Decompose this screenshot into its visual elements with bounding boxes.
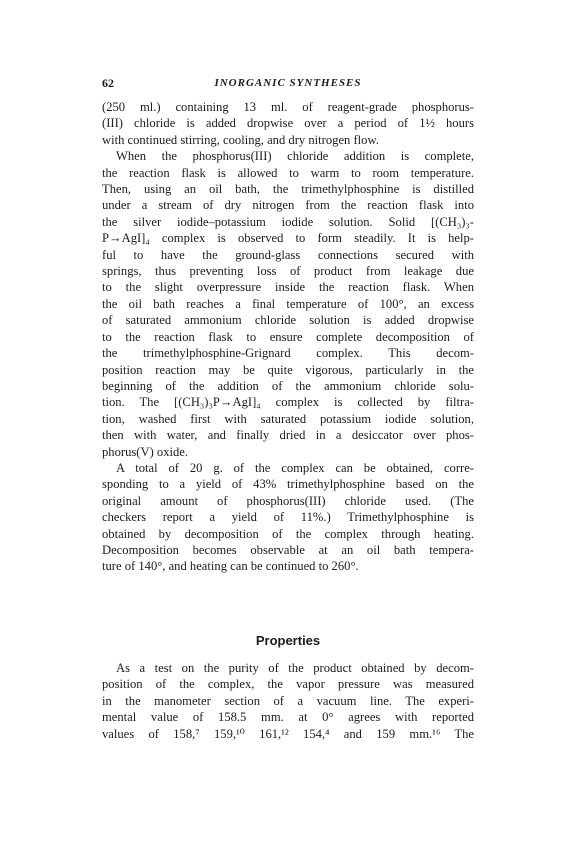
text-line: checkers report a yield of 11%.) Trimethylphosphine is bbox=[102, 510, 474, 525]
text-line: P→AgI]₄ complex is observed to form steadily. It is help- bbox=[102, 231, 474, 246]
text-line: Decomposition becomes observable at an oil bath tempera- bbox=[102, 542, 474, 557]
page-header bbox=[102, 75, 474, 91]
text-line: the reaction flask is allowed to warm to room temperature. bbox=[102, 165, 474, 180]
text-line: to the slight overpressure inside the reaction flask. When bbox=[102, 280, 474, 295]
text-line: sponding to a yield of 43% trimethylphosphine based on the bbox=[102, 477, 474, 492]
text-line: under a stream of dry nitrogen from the reaction flask into bbox=[102, 198, 474, 213]
text-line: the silver iodide–potassium iodide solution. Solid [(CH₃)₃- bbox=[102, 214, 474, 229]
text-line: position of the complex, the vapor pressure was measured bbox=[102, 677, 474, 692]
text-line: When the phosphorus(III) chloride addition is complete, bbox=[116, 149, 474, 164]
text-line: Then, using an oil bath, the trimethylphosphine is distilled bbox=[102, 182, 474, 197]
properties-paragraph bbox=[102, 660, 474, 742]
text-line: in the manometer section of a vacuum line. The experi- bbox=[102, 693, 474, 708]
page-number: 62 bbox=[102, 76, 114, 90]
text-line: As a test on the purity of the product obtained by decom- bbox=[116, 661, 474, 675]
text-line: phorus(V) oxide. bbox=[102, 444, 189, 459]
text-line: beginning of the addition of the ammonium chloride solu- bbox=[102, 378, 474, 393]
text-line: (III) chloride is added dropwise over a period of 1½ hours bbox=[102, 116, 474, 131]
section-heading-properties: Properties bbox=[255, 633, 321, 648]
text-line: ful to have the ground-glass connections secured with bbox=[102, 247, 474, 262]
text-line: tion. The [(CH₃)₃P→AgI]₄ complex is collected by filtra- bbox=[102, 395, 474, 410]
text-line: to the reaction flask to ensure complete decomposition of bbox=[102, 329, 474, 344]
text-line: with continued stirring, cooling, and dry nitrogen flow. bbox=[102, 132, 379, 147]
text-line: values of 158,⁷ 159,¹⁰ 161,¹² 154,⁴ and 159 mm.¹⁶ The bbox=[102, 726, 474, 741]
text-line: mental value of 158.5 mm. at 0° agrees with reported bbox=[102, 710, 474, 725]
text-line: ture of 140°, and heating can be continued to 260°. bbox=[102, 559, 359, 574]
text-line: springs, thus preventing loss of product from leakage due bbox=[102, 264, 474, 279]
text-line: the oil bath reaches a final temperature of 100°, an excess bbox=[102, 296, 474, 311]
text-line: A total of 20 g. of the complex can be obtained, corre- bbox=[116, 460, 474, 475]
text-line: tion, washed first with saturated potassium iodide solution, bbox=[102, 411, 474, 426]
text-line: obtained by decomposition of the complex through heating. bbox=[102, 526, 474, 541]
body-paragraphs bbox=[102, 99, 474, 575]
text-line: then with water, and finally dried in a desiccator over phos- bbox=[102, 428, 474, 443]
text-line: (250 ml.) containing 13 ml. of reagent-grade phosphorus- bbox=[102, 100, 474, 114]
text-line: position reaction may be quite vigorous, particularly in the bbox=[102, 362, 474, 377]
text-line: the trimethylphosphine-Grignard complex. This decom- bbox=[102, 346, 474, 361]
text-line: original amount of phosphorus(III) chloride used. (The bbox=[102, 493, 474, 508]
running-head: INORGANIC SYNTHESES bbox=[214, 77, 362, 89]
text-line: of saturated ammonium chloride solution is added dropwise bbox=[102, 313, 474, 328]
